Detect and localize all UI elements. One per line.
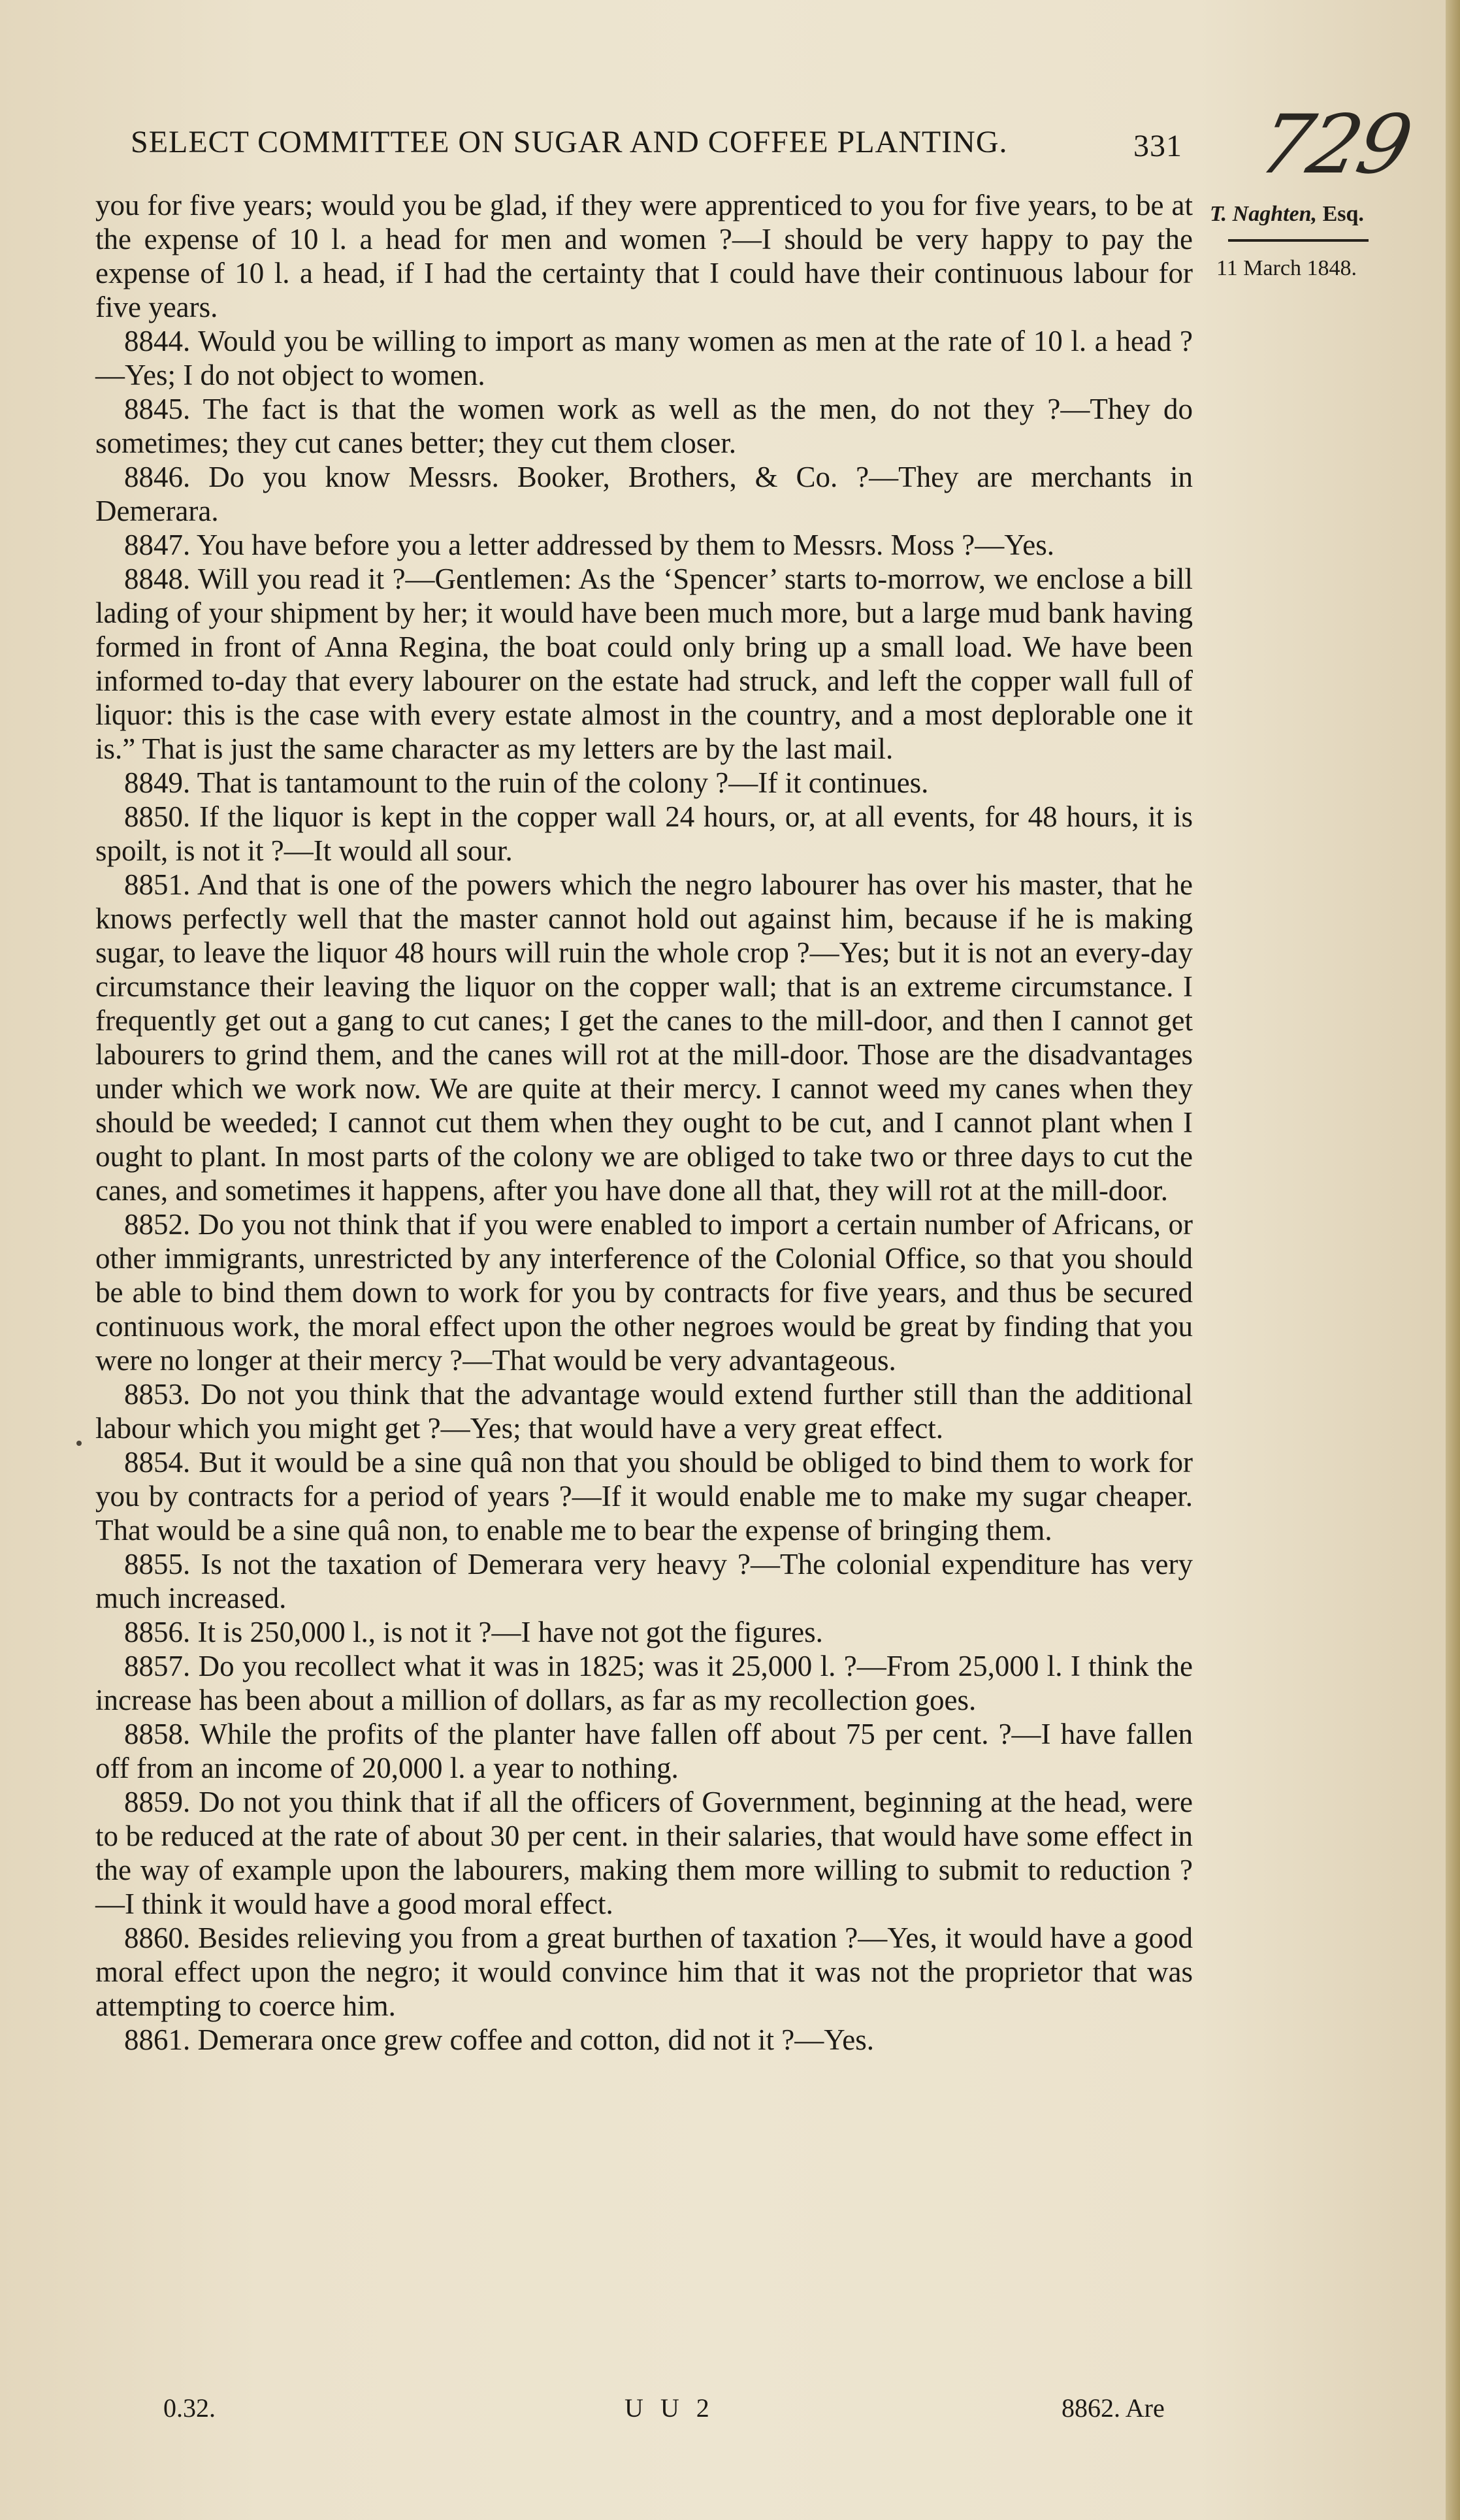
paragraph: 8854. But it would be a sine quâ non that you should be obliged to bind them to work for you by contracts for a period of years ?—If it would enable me to make my sugar cheaper. That would be a sine quâ non, to enable me to bear the expense of bringing them. [95,1446,1193,1546]
page-footer [163,2393,1202,2425]
paragraph: 8859. Do not you think that if all the officers of Government, beginning at the head, were to be reduced at the rate of about 30 per cent. in their salaries, that would have some effect in the way of example upon the labourers, making them more willing to submit to reduction ?—I think it would have a good moral effect. [95,1786,1193,1920]
paragraph: 8851. And that is one of the powers which the negro labourer has over his master, that he knows perfectly well that the master cannot hold out against him, because if he is making sugar, to leave the liquor 48 hours will ruin the whole crop ?—Yes; but it is not an every-day circumstance their leaving the liquor on the copper wall; that is an extreme circumstance. I frequently get out a gang to cut canes; I get the canes to the mill-door, and then I cannot get labourers to grind them, and the canes will rot at the mill-door. Those are the disadvantages under which we work now. We are quite at their mercy. I cannot weed my canes when they should be weeded; I cannot cut them when they ought to be cut, and I cannot plant when I ought to plant. In most parts of the colony we are obliged to take two or three days to cut the canes, and sometimes it happens, after you have done all that, they will rot at the mill-door. [95,868,1193,1207]
page-number: 331 [1133,129,1182,163]
witness-name-italic: T. Naghten, [1210,202,1318,226]
body-text [95,188,1193,2057]
paragraph: 8846. Do you know Messrs. Booker, Brothers, & Co. ?—They are merchants in Demerara. [95,461,1193,527]
witness-name-suffix: Esq. [1317,202,1364,226]
paragraph: you for five years; would you be glad, if they were apprenticed to you for five years, to be at the expense of 10 l. a head for men and women ?—I should be very happy to pay the expense of 10 l. a head, if I had the certainty that I could have their continuous labour for five years. [95,189,1193,323]
handwritten-folio-number: 729 [1250,98,1418,192]
paragraph: 8849. That is tantamount to the ruin of the colony ?—If it continues. [124,766,929,799]
paragraph: 8847. You have before you a letter addressed by them to Messrs. Moss ?—Yes. [124,529,1055,561]
paragraph: 8858. While the profits of the planter have fallen off about 75 per cent. ?—I have fallen off from an income of 20,000 l. a year to nothing. [95,1718,1193,1784]
paragraph: 8857. Do you recollect what it was in 1825; was it 25,000 l. ?—From 25,000 l. I think the increase has been about a million of dollars, as far as my recollection goes. [95,1650,1193,1716]
paragraph: 8848. Will you read it ?—Gentlemen: As the ‘Spencer’ starts to-morrow, we enclose a bill lading of your shipment by her; it would have been much more, but a large mud bank having formed in front of Anna Regina, the boat could only bring up a small load. We have been informed to-day that every labourer on the estate had struck, and left the copper wall full of liquor: this is the case with every estate almost in the country, and a most deplorable one it is.” That is just the same character as my letters are by the last mail. [95,563,1193,765]
paper-speck [76,1441,82,1446]
paragraph: 8852. Do you not think that if you were enabled to import a certain number of Africans, or other immigrants, unrestricted by any interference of the Colonial Office, so that you should be able to bind them down to work for you by contracts for five years, and thus be secured continuous work, the moral effect upon the other negroes would be great by finding that you were no longer at their mercy ?—That would be very advantageous. [95,1208,1193,1377]
footer-sheet-mark: U U 2 [625,2393,715,2423]
page-spine-edge [1446,0,1460,2520]
footer-signature: 0.32. [163,2393,216,2423]
footer-catchword: 8862. Are [1062,2393,1165,2423]
paragraph: 8855. Is not the taxation of Demerara very heavy ?—The colonial expenditure has very much increased. [95,1548,1193,1614]
witness-name [1210,201,1425,229]
paragraph: 8844. Would you be willing to import as many women as men at the rate of 10 l. a head ?—Yes; I do not object to women. [95,325,1193,391]
paragraph: 8861. Demerara once grew coffee and cotton, did not it ?—Yes. [124,2023,875,2056]
hearing-date: 11 March 1848. [1216,255,1357,280]
paragraph: 8853. Do not you think that the advantage would extend further still than the additional labour which you might get ?—Yes; that would have a very great effect. [95,1378,1193,1445]
paragraph: 8850. If the liquor is kept in the copper wall 24 hours, or, at all events, for 48 hours, it is spoilt, is not it ?—It would all sour. [95,800,1193,867]
running-header [131,124,1202,163]
paragraph: 8856. It is 250,000 l., is not it ?—I have not got the figures. [124,1616,823,1648]
header-title: SELECT COMMITTEE ON SUGAR AND COFFEE PLANTING. [131,125,1008,159]
margin-rule [1228,239,1369,242]
paragraph: 8860. Besides relieving you from a great burthen of taxation ?—Yes, it would have a good moral effect upon the negro; it would convince him that it was not the proprietor that was attempting to coerce him. [95,1922,1193,2022]
paragraph: 8845. The fact is that the women work as well as the men, do not they ?—They do sometimes; they cut canes better; they cut them closer. [95,393,1193,459]
margin-note [1210,201,1425,282]
